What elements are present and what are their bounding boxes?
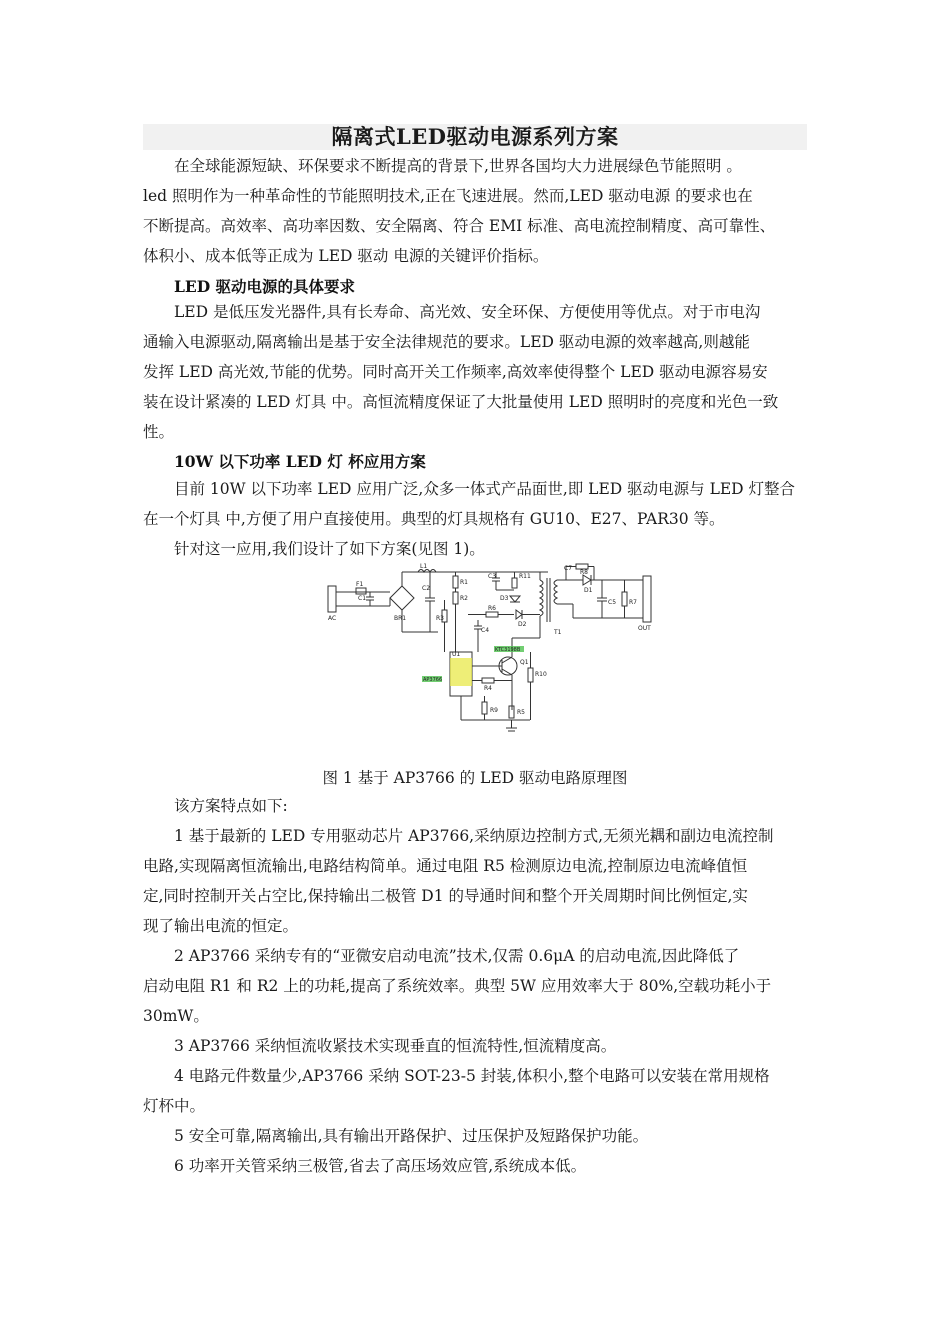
label-c2: C2 bbox=[422, 585, 431, 592]
out-connector bbox=[643, 576, 651, 622]
feature-line: 5 安全可靠,隔离输出,具有输出开路保护、过压保护及短路保护功能。 bbox=[174, 1127, 649, 1145]
label-r7: R7 bbox=[629, 599, 637, 606]
intro-paragraph bbox=[143, 151, 807, 271]
label-ac: AC bbox=[328, 615, 337, 622]
page-title: 隔离式LED驱动电源系列方案 bbox=[331, 124, 619, 149]
bridge-rectifier-br1 bbox=[390, 586, 414, 610]
label-br1: BR1 bbox=[394, 615, 407, 622]
label-r4: R4 bbox=[484, 685, 492, 692]
label-r6: R6 bbox=[488, 605, 496, 612]
text-line: 发挥 LED 高光效,节能的优势。同时高开关工作频率,高效率使得整个 LED 驱动电源容易安 bbox=[143, 363, 768, 381]
label-r5: R5 bbox=[517, 709, 525, 716]
section-heading-10w-solution: 10W 以下功率 LED 灯 杯应用方案 bbox=[174, 452, 426, 471]
label-c5: C5 bbox=[608, 599, 617, 606]
section-heading-requirements: LED 驱动电源的具体要求 bbox=[174, 277, 356, 296]
solution-paragraph bbox=[143, 474, 807, 564]
feature-line: 现了输出电流的恒定。 bbox=[143, 917, 299, 935]
feature-line: 灯杯中。 bbox=[143, 1097, 206, 1115]
features-list bbox=[143, 821, 807, 1181]
feature-line: 电路,实现隔离恒流输出,电路结构简单。通过电阻 R5 检测原边电流,控制原边电流峰值恒 bbox=[143, 857, 748, 875]
label-u1: U1 bbox=[452, 651, 461, 658]
label-r3: R3 bbox=[436, 615, 444, 622]
fuse-f1 bbox=[356, 588, 366, 594]
feature-line: 3 AP3766 采纳恒流收紧技术实现垂直的恒流特性,恒流精度高。 bbox=[174, 1037, 617, 1055]
label-r2: R2 bbox=[460, 595, 468, 602]
label-out: OUT bbox=[638, 625, 651, 632]
text-line: 装在设计紧凑的 LED 灯具 中。高恒流精度保证了大批量使用 LED 照明时的亮度和光色一致 bbox=[143, 393, 779, 411]
label-r11: R11 bbox=[519, 573, 531, 580]
feature-line: 2 AP3766 采纳专有的“亚微安启动电流”技术,仅需 0.6μA 的启动电流,因此降低了 bbox=[174, 947, 740, 965]
label-chip: AP3766 bbox=[423, 677, 443, 683]
feature-line: 定,同时控制开关占空比,保持输出二极管 D1 的导通时间和整个开关周期时间比例恒定,实 bbox=[143, 887, 748, 905]
text-line: 在全球能源短缺、环保要求不断提高的背景下,世界各国均大力进展绿色节能照明 。 bbox=[174, 157, 742, 175]
label-l1: L1 bbox=[420, 563, 428, 570]
label-d3: D3 bbox=[500, 595, 509, 602]
text-line: led 照明作为一种革命性的节能照明技术,正在飞速进展。然而,LED 驱动电源 的要求也在 bbox=[143, 187, 753, 205]
text-line: 在一个灯具 中,方便了用户直接使用。典型的灯具规格有 GU10、E27、PAR30 等。 bbox=[143, 510, 725, 528]
label-f1: F1 bbox=[356, 581, 364, 588]
label-c3: C3 bbox=[488, 573, 497, 580]
text-line: LED 是低压发光器件,具有长寿命、高光效、安全环保、方便使用等优点。对于市电沟 bbox=[174, 303, 761, 321]
chip-highlight bbox=[450, 658, 472, 686]
feature-line: 30mW。 bbox=[143, 1007, 209, 1025]
requirements-paragraph bbox=[143, 297, 807, 447]
label-d2: D2 bbox=[518, 621, 527, 628]
label-q1: Q1 bbox=[520, 659, 529, 666]
features-intro: 该方案特点如下: bbox=[174, 797, 288, 815]
label-t1: T1 bbox=[554, 629, 562, 636]
label-r9: R9 bbox=[490, 707, 498, 714]
transformer-t1 bbox=[540, 580, 543, 616]
label-r1: R1 bbox=[460, 579, 468, 586]
label-r8: R8 bbox=[580, 569, 588, 576]
text-line: 不断提高。高效率、高功率因数、安全隔离、符合 EMI 标准、高电流控制精度、高可靠性、 bbox=[143, 217, 776, 235]
text-line: 通输入电源驱动,隔离输出是基于安全法律规范的要求。LED 驱动电源的效率越高,则越能 bbox=[143, 333, 750, 351]
feature-line: 4 电路元件数量少,AP3766 采纳 SOT-23-5 封装,体积小,整个电路可以安装在常用规格 bbox=[174, 1067, 770, 1085]
led-driver-schematic bbox=[318, 560, 658, 742]
feature-line: 6 功率开关管采纳三极管,省去了高压场效应管,系统成本低。 bbox=[174, 1157, 587, 1175]
feature-line: 启动电阻 R1 和 R2 上的功耗,提高了系统效率。典型 5W 应用效率大于 80%,空载功耗小于 bbox=[143, 977, 772, 995]
ac-connector bbox=[328, 586, 336, 612]
text-line: 性。 bbox=[143, 423, 175, 441]
text-line: 目前 10W 以下功率 LED 应用广泛,众多一体式产品面世,即 LED 驱动电源与 LED 灯整合 bbox=[174, 480, 796, 498]
label-r10: R10 bbox=[535, 671, 547, 678]
label-c4: C4 bbox=[481, 627, 490, 634]
figure-caption: 图 1 基于 AP3766 的 LED 驱动电路原理图 bbox=[322, 769, 628, 787]
label-c7: C7 bbox=[564, 565, 573, 572]
label-c1: C1 bbox=[358, 595, 367, 602]
label-part: KTC3198B bbox=[495, 647, 521, 653]
feature-line: 1 基于最新的 LED 专用驱动芯片 AP3766,采纳原边控制方式,无须光耦和副边电流控制 bbox=[174, 827, 774, 845]
label-d1: D1 bbox=[584, 587, 593, 594]
text-line: 体积小、成本低等正成为 LED 驱动 电源的关键评价指标。 bbox=[143, 247, 549, 265]
text-line: 针对这一应用,我们设计了如下方案(见图 1)。 bbox=[174, 540, 485, 558]
